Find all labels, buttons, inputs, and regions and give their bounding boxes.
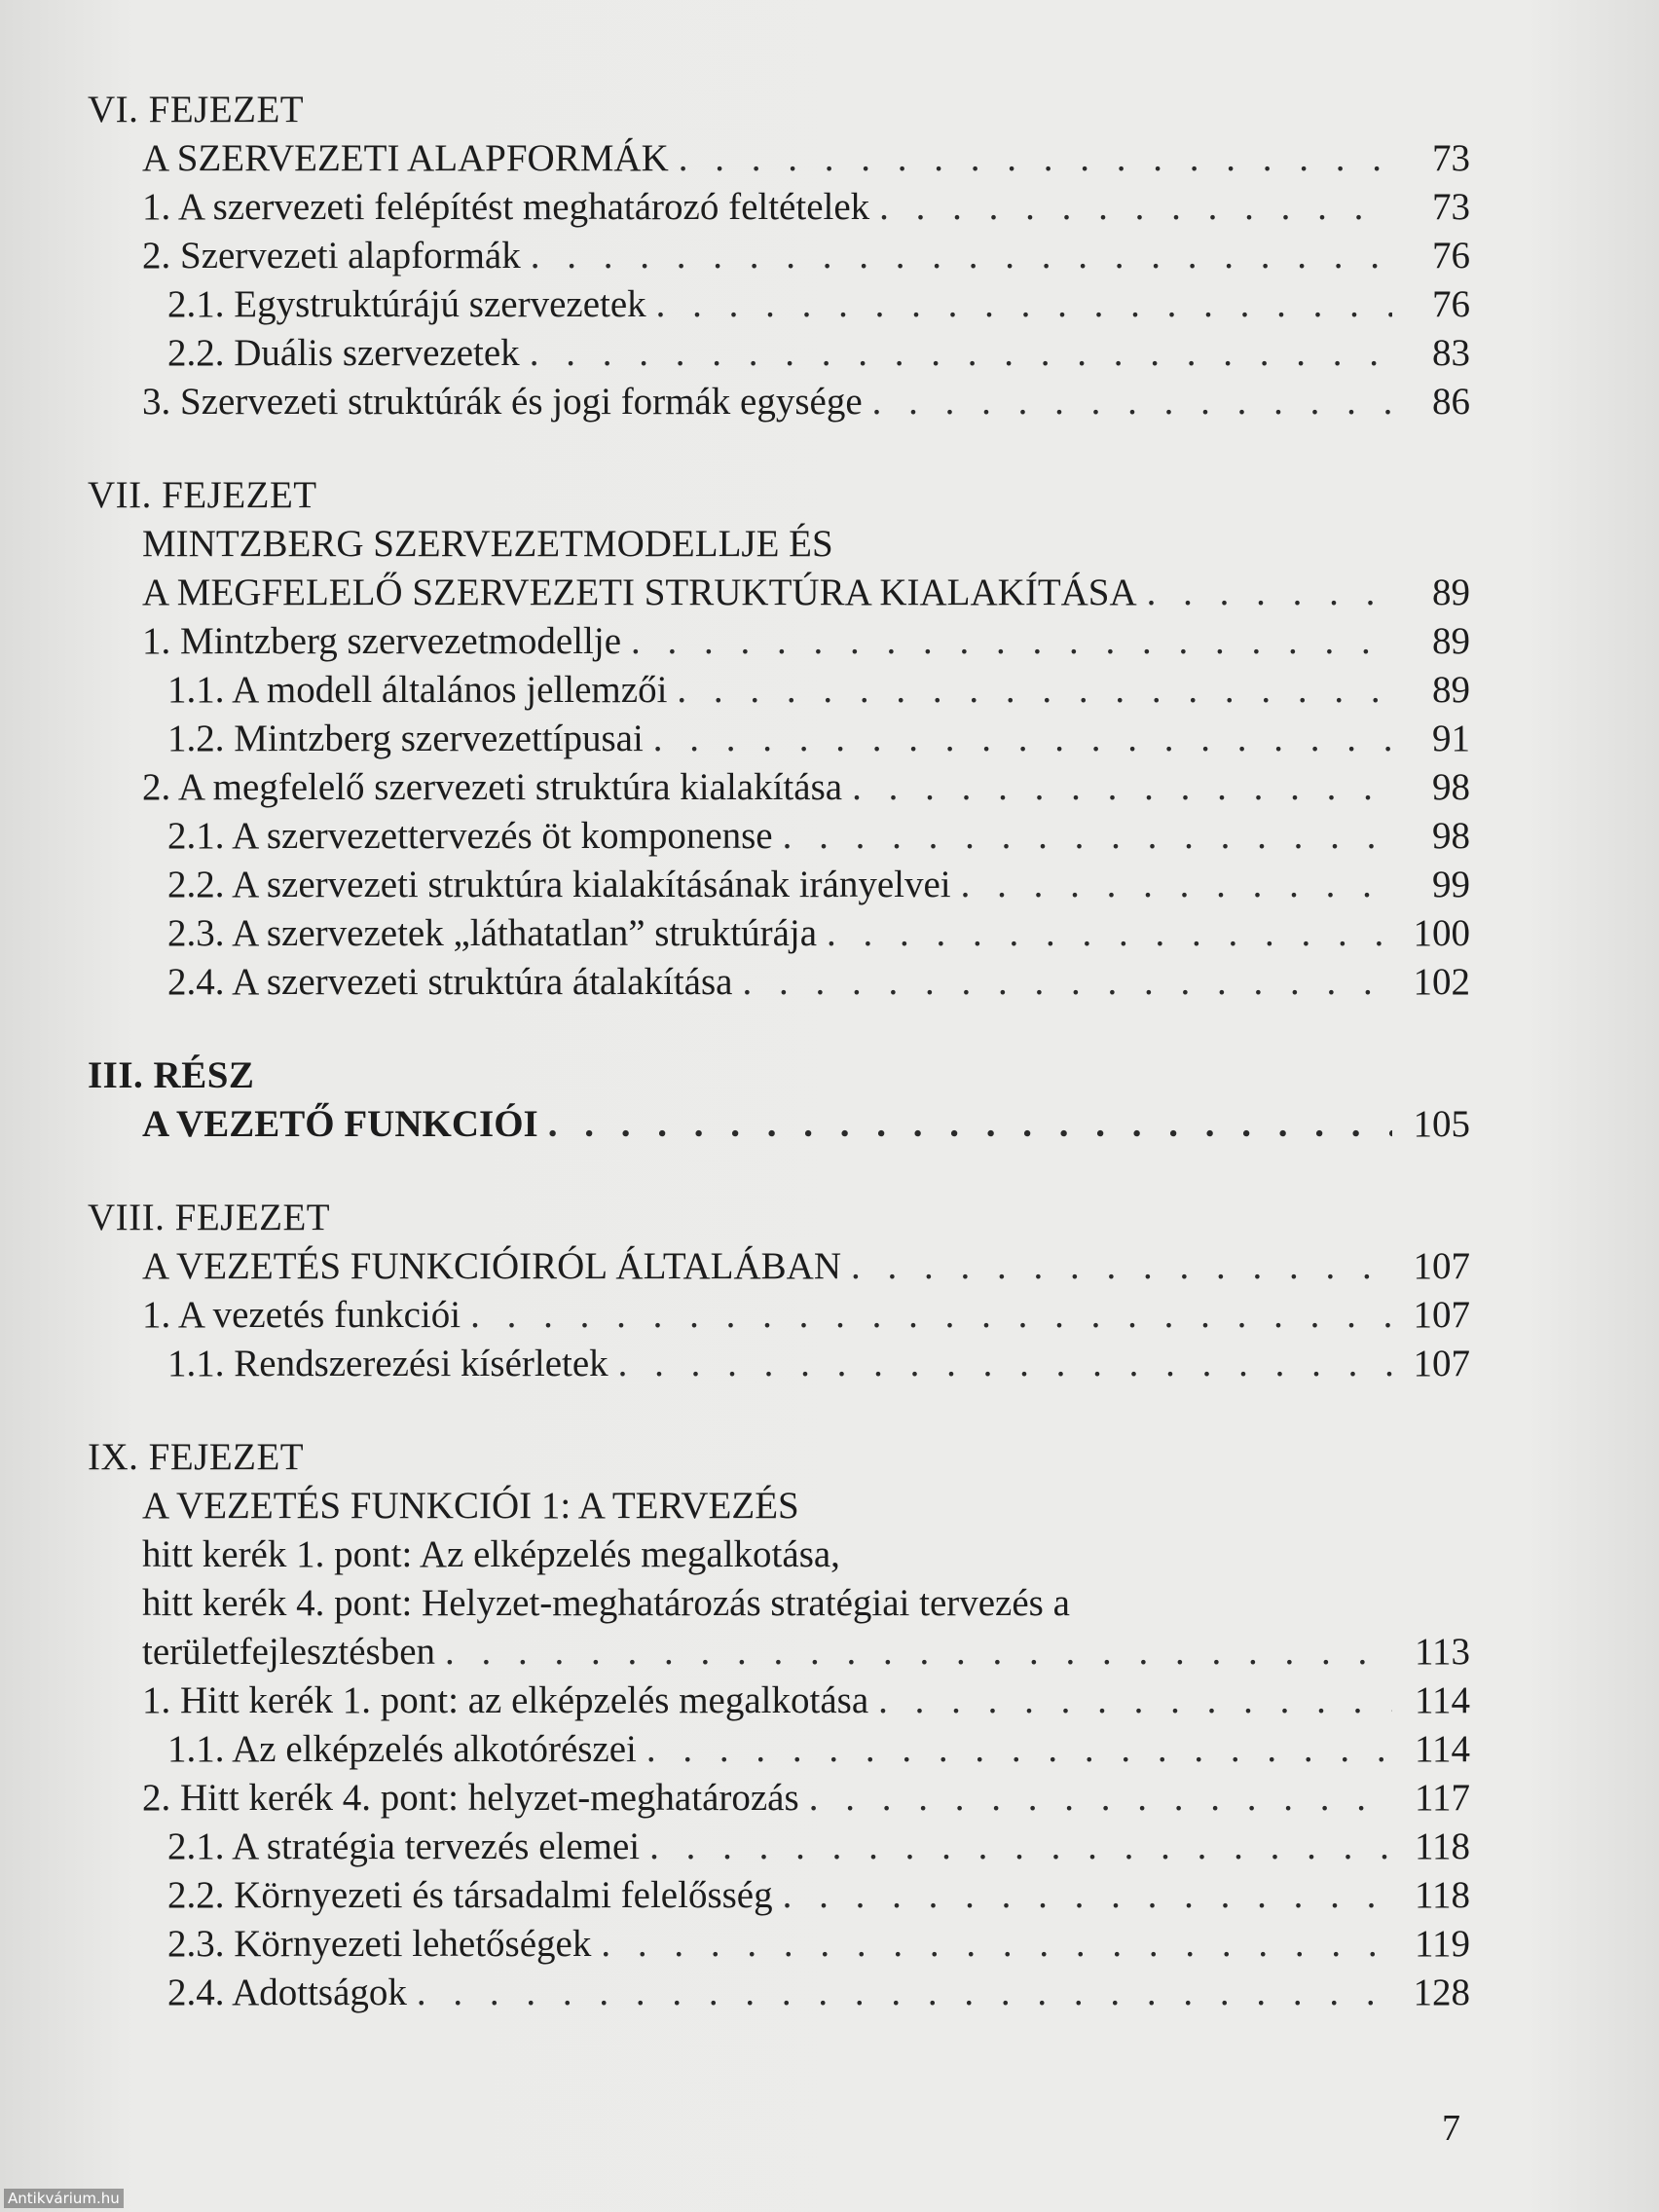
toc-entry-label: 2.1. A stratégia tervezés elemei bbox=[167, 1825, 641, 1867]
toc-entry bbox=[88, 280, 1470, 329]
dot-leader bbox=[1147, 569, 1392, 617]
toc-entry-page: 107 bbox=[1413, 1294, 1470, 1336]
toc-entry-page: 99 bbox=[1432, 864, 1470, 905]
toc-entry-page: 105 bbox=[1413, 1103, 1470, 1145]
section-heading: III. RÉSZ bbox=[88, 1054, 255, 1096]
watermark: Antikvárium.hu bbox=[4, 2189, 124, 2208]
dot-leader bbox=[653, 715, 1392, 763]
toc-section bbox=[88, 1194, 1470, 1388]
toc-entry bbox=[88, 666, 1470, 715]
dot-leader bbox=[783, 812, 1392, 861]
toc-entry-label: 3. Szervezeti struktúrák és jogi formák egysége bbox=[142, 381, 863, 423]
dot-leader bbox=[618, 1340, 1392, 1388]
toc-entry-page: 119 bbox=[1414, 1923, 1470, 1965]
section-heading: IX. FEJEZET bbox=[88, 1436, 305, 1478]
toc-entry bbox=[88, 1340, 1470, 1388]
toc-entry-label: 2.4. A szervezeti struktúra átalakítása bbox=[167, 961, 733, 1003]
toc-entry-label: 1. A szervezeti felépítést meghatározó feltételek bbox=[142, 186, 870, 228]
toc-entry-label: 1.1. Rendszerezési kísérletek bbox=[167, 1343, 608, 1384]
dot-leader bbox=[656, 280, 1392, 329]
toc-entry-page: 113 bbox=[1414, 1631, 1470, 1673]
dot-leader bbox=[809, 1774, 1392, 1823]
toc-entry-label: 2.2. Duális szervezetek bbox=[167, 332, 520, 374]
toc-entry-label: 1. Mintzberg szervezetmodellje bbox=[142, 620, 622, 662]
toc-entry bbox=[88, 1242, 1470, 1291]
toc-entry-page: 76 bbox=[1432, 283, 1470, 325]
toc-entry-label: 2.3. A szervezetek „láthatatlan” struktúrája bbox=[167, 912, 818, 954]
dot-leader bbox=[879, 183, 1392, 232]
toc-entry bbox=[88, 1291, 1470, 1340]
toc-entry-page: 86 bbox=[1432, 381, 1470, 423]
dot-leader bbox=[851, 1242, 1392, 1291]
toc-entry-label: A VEZETŐ FUNKCIÓI bbox=[142, 1103, 538, 1145]
dot-leader bbox=[530, 329, 1392, 378]
toc-entry bbox=[88, 617, 1470, 666]
dot-leader bbox=[445, 1628, 1392, 1677]
toc-entry-label: 2.1. A szervezettervezés öt komponense bbox=[167, 815, 773, 857]
dot-leader bbox=[649, 1823, 1392, 1871]
toc-entry-label: 1. Hitt kerék 1. pont: az elképzelés megalkotása bbox=[142, 1679, 869, 1721]
toc-entry-label: 2. Hitt kerék 4. pont: helyzet-meghatározás bbox=[142, 1777, 799, 1819]
toc-entry-label: területfejlesztésben bbox=[142, 1631, 436, 1673]
toc-entry-label: 2. A megfelelő szervezeti struktúra kialakítása bbox=[142, 766, 843, 808]
toc-entry bbox=[88, 861, 1470, 909]
toc-entry-page: 91 bbox=[1432, 718, 1470, 759]
toc-entry bbox=[88, 1871, 1470, 1920]
toc-entry-page: 98 bbox=[1432, 766, 1470, 808]
toc-entry bbox=[88, 812, 1470, 861]
toc-entry bbox=[88, 909, 1470, 958]
dot-leader bbox=[631, 617, 1392, 666]
toc-entry bbox=[88, 378, 1470, 426]
dot-leader bbox=[872, 378, 1392, 426]
toc-entry-page: 114 bbox=[1414, 1728, 1470, 1770]
section-title-line: A VEZETÉS FUNKCIÓI 1: A TERVEZÉS bbox=[142, 1485, 799, 1527]
dot-leader bbox=[827, 909, 1392, 958]
section-heading: VII. FEJEZET bbox=[88, 474, 317, 516]
toc-entry bbox=[88, 1100, 1470, 1149]
dot-leader bbox=[470, 1291, 1392, 1340]
toc-entry bbox=[88, 1725, 1470, 1774]
dot-leader bbox=[601, 1920, 1392, 1969]
toc-entry-label: 2. Szervezeti alapformák bbox=[142, 235, 521, 276]
section-title-line: MINTZBERG SZERVEZETMODELLJE ÉS bbox=[142, 523, 833, 565]
toc-entry-page: 118 bbox=[1414, 1825, 1470, 1867]
toc-entry bbox=[88, 715, 1470, 763]
toc-entry bbox=[88, 1677, 1470, 1725]
toc-entry bbox=[88, 958, 1470, 1007]
toc-entry-label: 2.3. Környezeti lehetőségek bbox=[167, 1923, 592, 1965]
toc-entry-label: 2.2. Környezeti és társadalmi felelősség bbox=[167, 1874, 773, 1916]
toc-entry-label: A MEGFELELŐ SZERVEZETI STRUKTÚRA KIALAKÍTÁSA bbox=[142, 571, 1137, 613]
toc-entry bbox=[88, 329, 1470, 378]
toc-entry-page: 89 bbox=[1432, 620, 1470, 662]
toc-entry-label: 2.1. Egystruktúrájú szervezetek bbox=[167, 283, 646, 325]
toc-entry-label: A VEZETÉS FUNKCIÓIRÓL ÁLTALÁBAN bbox=[142, 1245, 842, 1287]
toc-entry-page: 73 bbox=[1432, 137, 1470, 179]
toc-section bbox=[88, 1433, 1470, 2017]
dot-leader bbox=[646, 1725, 1392, 1774]
dot-leader bbox=[531, 232, 1392, 280]
toc-entry-page: 128 bbox=[1413, 1972, 1470, 2013]
dot-leader bbox=[742, 958, 1392, 1007]
toc-entry-page: 100 bbox=[1413, 912, 1470, 954]
section-heading: VIII. FEJEZET bbox=[88, 1197, 331, 1238]
toc-entry bbox=[88, 1969, 1470, 2017]
toc-entry-label: 1.1. Az elképzelés alkotórészei bbox=[167, 1728, 637, 1770]
section-heading: VI. FEJEZET bbox=[88, 89, 305, 130]
toc-entry-label: 1.1. A modell általános jellemzői bbox=[167, 669, 668, 711]
toc-entry-page: 114 bbox=[1414, 1679, 1470, 1721]
toc-entry bbox=[88, 569, 1470, 617]
toc-entry-page: 118 bbox=[1414, 1874, 1470, 1916]
toc-entry bbox=[88, 1628, 1470, 1677]
dot-leader bbox=[852, 763, 1392, 812]
dot-leader bbox=[679, 134, 1392, 183]
toc-entry-label: 2.4. Adottságok bbox=[167, 1972, 407, 2013]
toc-entry bbox=[88, 1823, 1470, 1871]
page-number: 7 bbox=[1442, 2108, 1460, 2149]
toc-entry bbox=[88, 232, 1470, 280]
toc-entry bbox=[88, 763, 1470, 812]
toc-entry-page: 73 bbox=[1432, 186, 1470, 228]
toc-entry-page: 117 bbox=[1414, 1777, 1470, 1819]
toc-section bbox=[88, 86, 1470, 426]
section-title-line: hitt kerék 1. pont: Az elképzelés megalkotása, bbox=[142, 1533, 840, 1575]
toc-entry-label: A SZERVEZETI ALAPFORMÁK bbox=[142, 137, 669, 179]
toc-entry-page: 98 bbox=[1432, 815, 1470, 857]
toc-entry-page: 76 bbox=[1432, 235, 1470, 276]
toc-entry bbox=[88, 1920, 1470, 1969]
toc-entry-page: 107 bbox=[1413, 1245, 1470, 1287]
table-of-contents bbox=[88, 86, 1470, 2062]
toc-entry-page: 89 bbox=[1432, 571, 1470, 613]
dot-leader bbox=[878, 1677, 1392, 1725]
dot-leader bbox=[417, 1969, 1392, 2017]
dot-leader bbox=[783, 1871, 1392, 1920]
section-title-line: hitt kerék 4. pont: Helyzet-meghatározás stratégiai tervezés a bbox=[142, 1582, 1070, 1624]
toc-entry-label: 1. A vezetés funkciói bbox=[142, 1294, 461, 1336]
toc-entry-page: 107 bbox=[1413, 1343, 1470, 1384]
toc-entry-page: 83 bbox=[1432, 332, 1470, 374]
toc-section bbox=[88, 1051, 1470, 1149]
toc-entry bbox=[88, 134, 1470, 183]
toc-entry-page: 102 bbox=[1413, 961, 1470, 1003]
dot-leader bbox=[677, 666, 1392, 715]
dot-leader bbox=[548, 1100, 1392, 1149]
toc-section bbox=[88, 471, 1470, 1007]
toc-entry-label: 1.2. Mintzberg szervezettípusai bbox=[167, 718, 644, 759]
toc-entry-label: 2.2. A szervezeti struktúra kialakításának irányelvei bbox=[167, 864, 951, 905]
toc-entry bbox=[88, 183, 1470, 232]
toc-entry-page: 89 bbox=[1432, 669, 1470, 711]
dot-leader bbox=[961, 861, 1392, 909]
toc-entry bbox=[88, 1774, 1470, 1823]
